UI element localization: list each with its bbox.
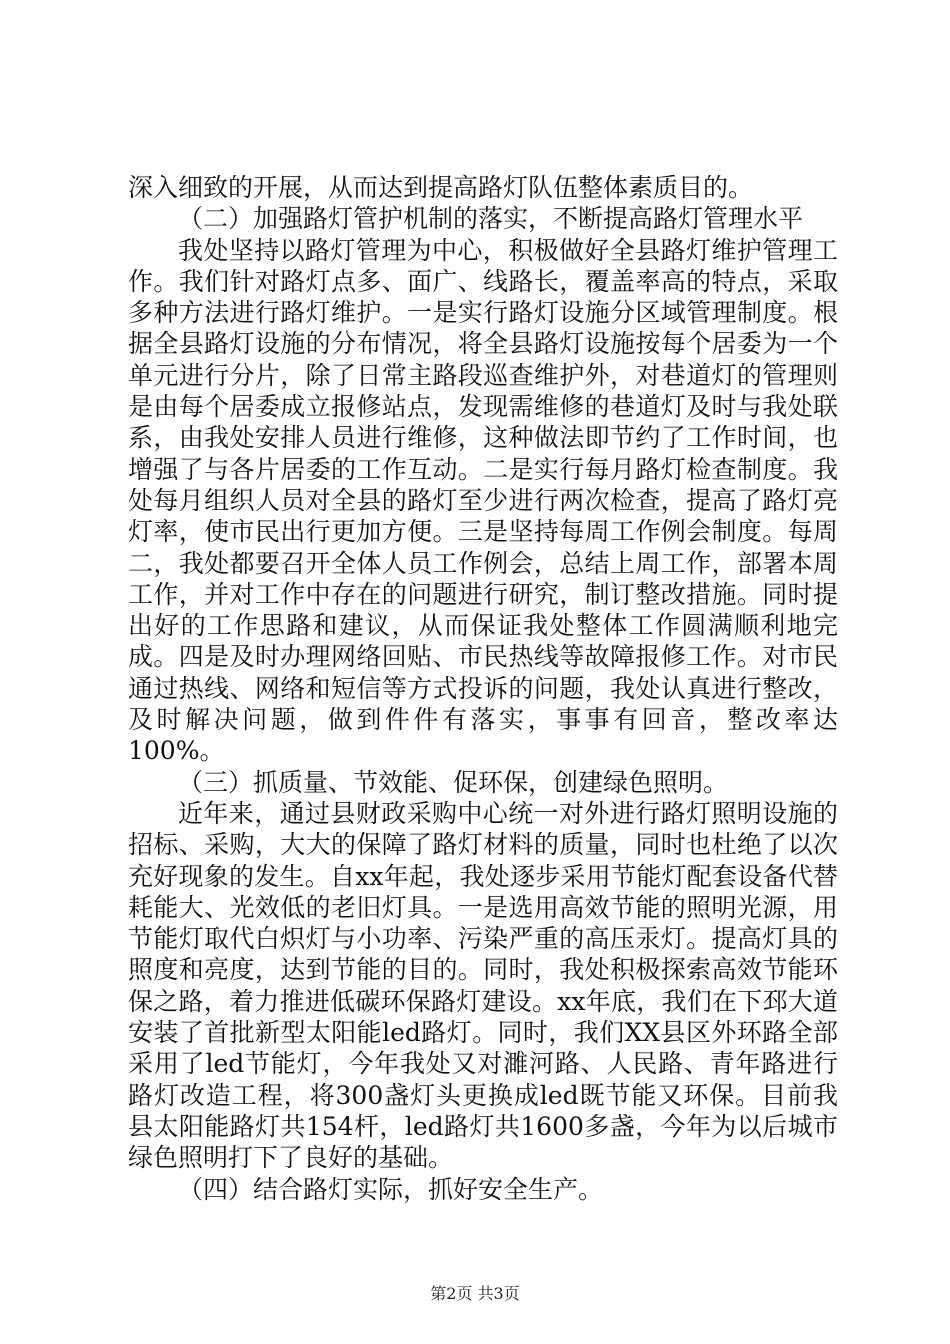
section-heading-3: （三）抓质量、节效能、促环保，创建绿色照明。 [178, 767, 729, 797]
paragraph-green-lighting: 近年来，通过县财政采购中心统一对外进行路灯照明设施的招标、采购，大大的保障了路灯材料的质量，同时也杜绝了以次充好现象的发生。自xx年起，我处逐步采用节能灯配套设备代替耗能大、光效低的老旧灯具。一是选用高效节能的照明光源，用节能灯取代白炽灯与小功率、污染严重的高压汞灯。提高灯具的照度和亮度，达到节能的目的。同时，我处积极探索高效节能环保之路，着力推进低碳环保路灯建设。xx年底，我们在下邳大道安装了首批新型太阳能led路灯。同时，我们XX县区外环路全部采用了led节能灯，今年我处又对濉河路、人民路、青年路进行路灯改造工程，将300盏灯头更换成led既节能又环保。目前我县太阳能路灯共154杆，led路灯共1600多盏，今年为以后城市绿色照明打下了良好的基础。 [128, 798, 838, 1173]
paragraph-continuation: 深入细致的开展，从而达到提高路灯队伍整体素质目的。 [128, 173, 754, 202]
section-heading-4: （四）结合路灯实际，抓好安全生产。 [178, 1174, 604, 1204]
page-number-footer: 第2页 共3页 [430, 1284, 520, 1303]
paragraph-lighting-management: 我处坚持以路灯管理为中心，积极做好全县路灯维护管理工作。我们针对路灯点多、面广、线路长，覆盖率高的特点，采取多种方法进行路灯维护。一是实行路灯设施分区域管理制度。根据全县路灯设施的分布情况，将全县路灯设施按每个居委为一个单元进行分片，除了日常主路段巡查维护外，对巷道灯的管理则是由每个居委成立报修站点，发现需维修的巷道灯及时与我处联系，由我处安排人员进行维修，这种做法即节约了工作时间，也增强了与各片居委的工作互动。二是实行每月路灯检查制度。我处每月组织人员对全县的路灯至少进行两次检查，提高了路灯亮灯率，使市民出行更加方便。三是坚持每周工作例会制度。每周二，我处都要召开全体人员工作例会，总结上周工作，部署本周工作，并对工作中存在的问题进行研究，制订整改措施。同时提出好的工作思路和建议，从而保证我处整体工作圆满顺利地完成。四是及时办理网络回贴、市民热线等故障报修工作。对市民通过热线、网络和短信等方式投诉的问题，我处认真进行整改，及时解决问题，做到件件有落实，事事有回音，整改率达100%。 [128, 235, 838, 766]
document-body [128, 172, 838, 1205]
section-heading-2: （二）加强路灯管护机制的落实，不断提高路灯管理水平 [178, 204, 804, 234]
